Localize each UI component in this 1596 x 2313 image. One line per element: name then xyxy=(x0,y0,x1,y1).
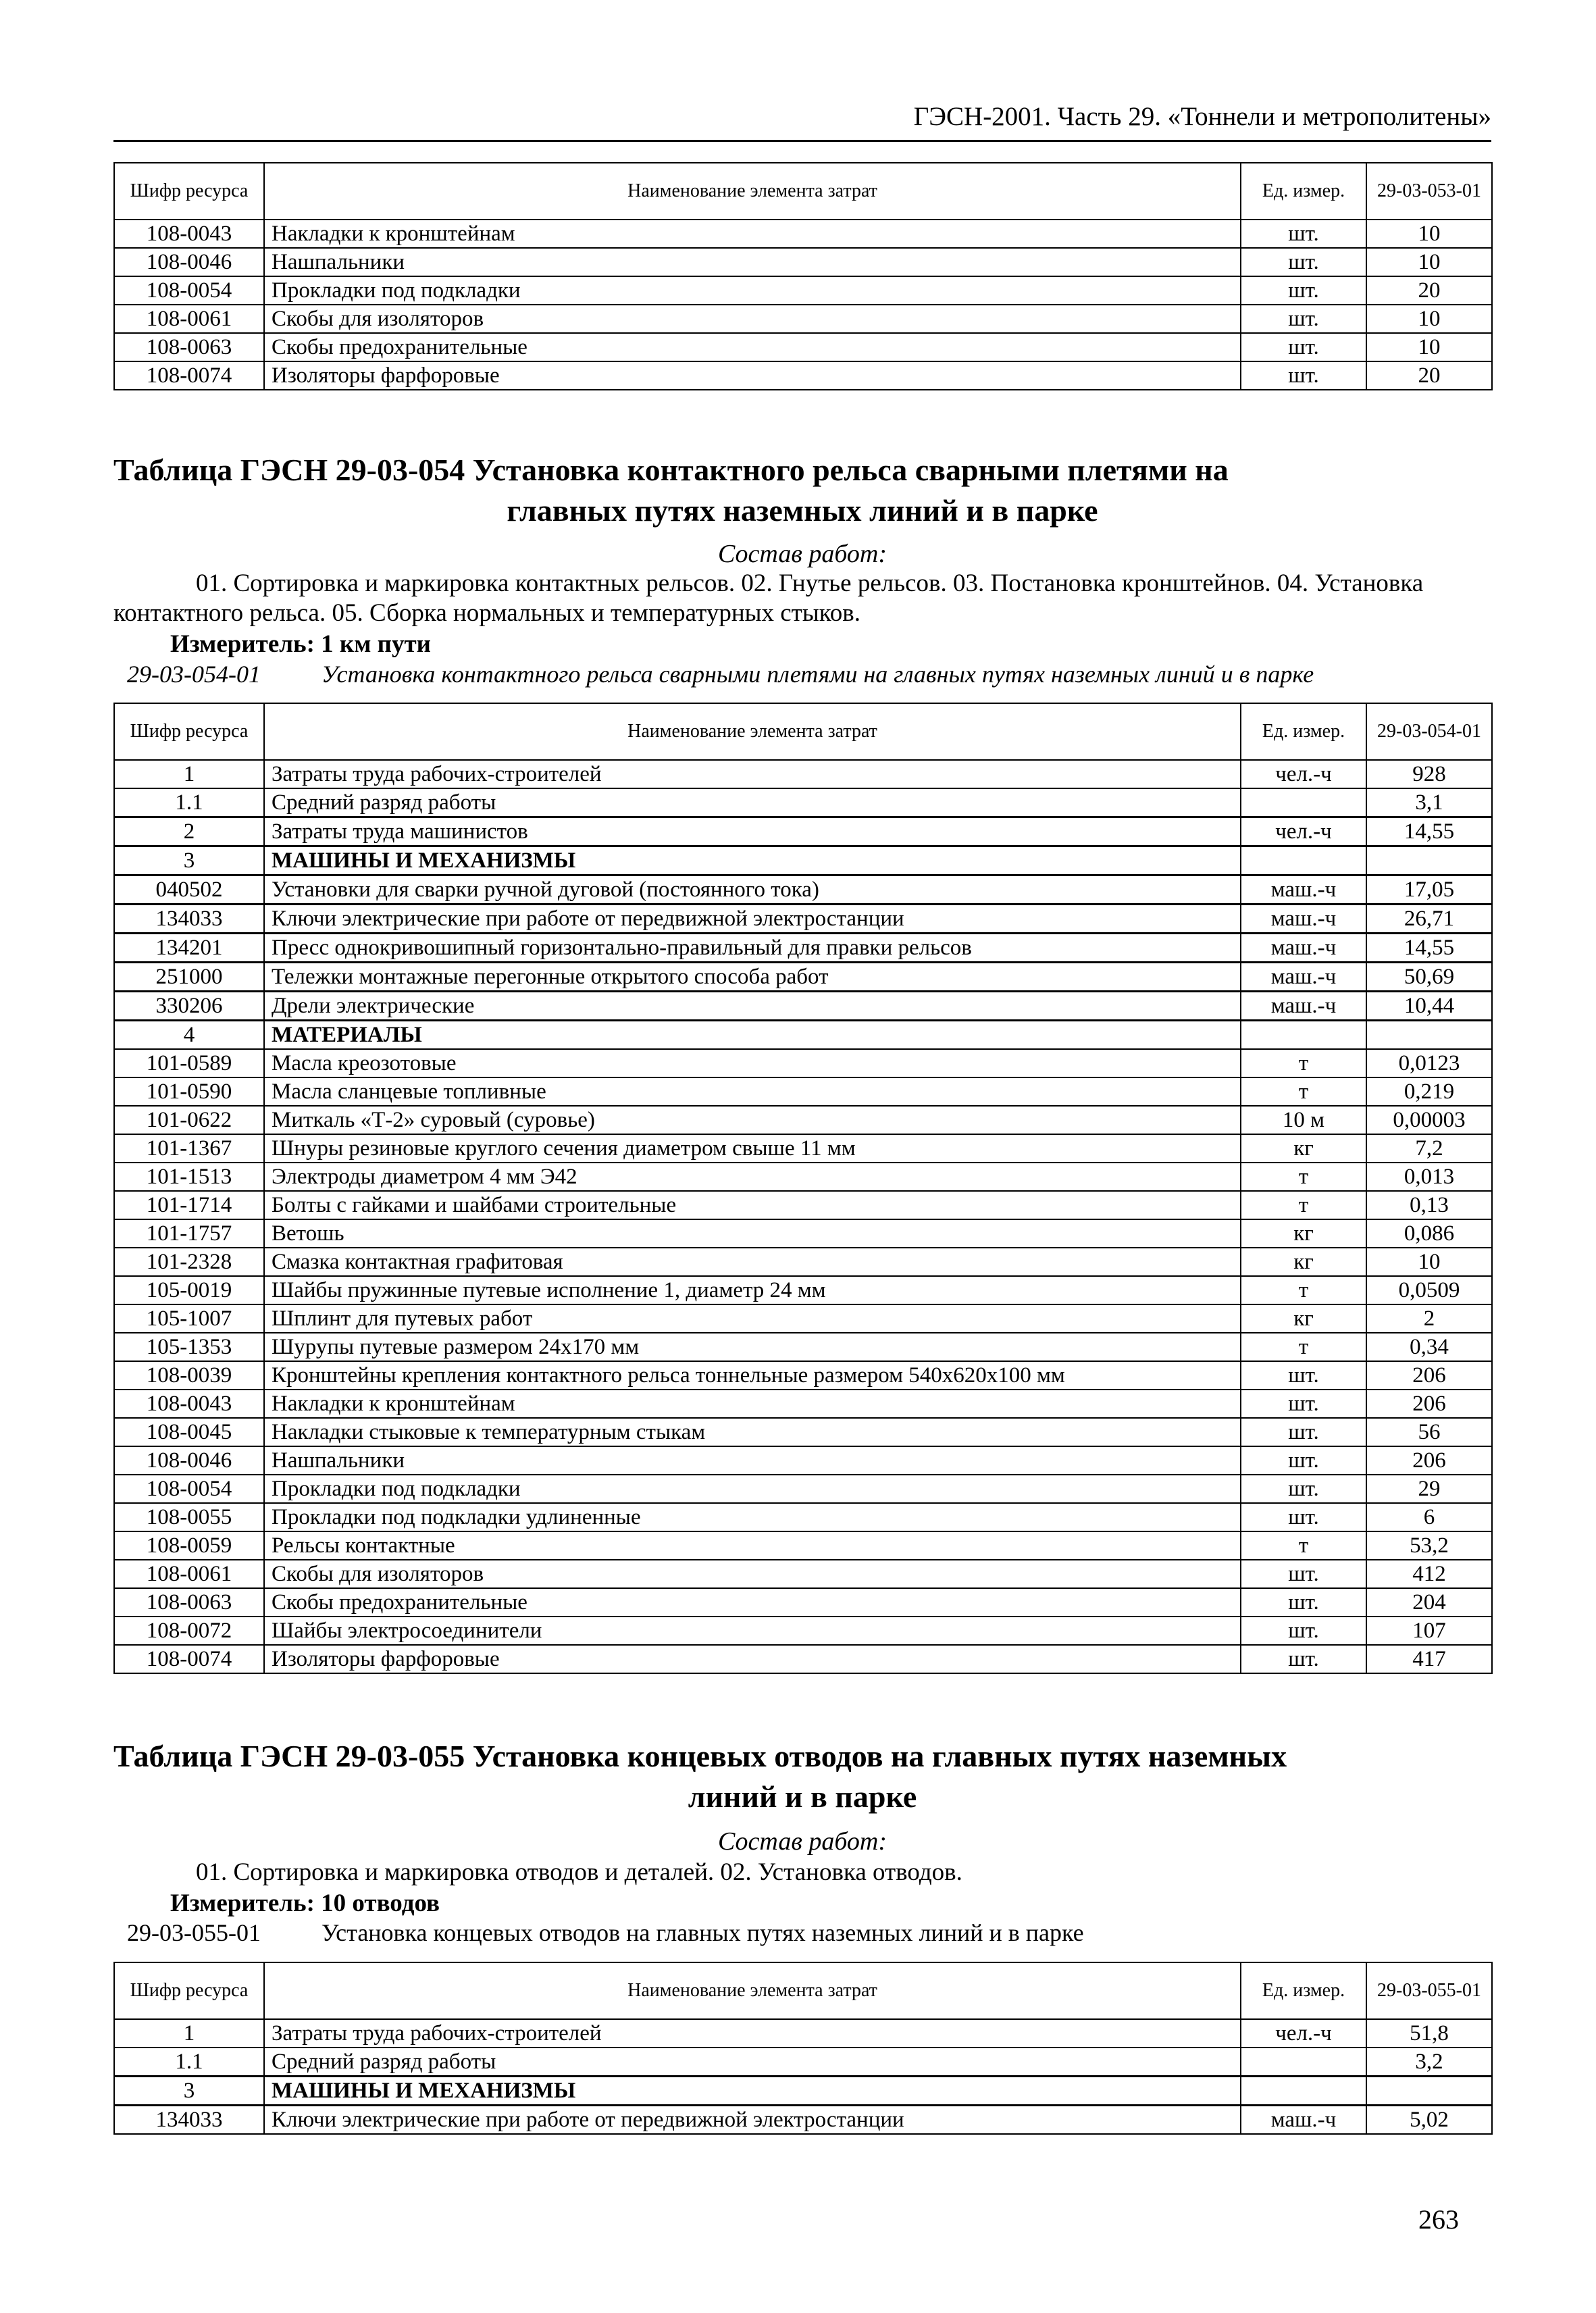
cell-value: 10 xyxy=(1366,248,1492,276)
cell-code: 3 xyxy=(114,2077,264,2106)
table-row xyxy=(114,1248,1492,1276)
cell-code: 101-2328 xyxy=(114,1248,264,1276)
cell-code: 101-1714 xyxy=(114,1191,264,1219)
table-054-sub-code: 29-03-054-01 xyxy=(127,661,261,688)
cell-value: 17,05 xyxy=(1366,875,1492,905)
table-row xyxy=(114,220,1492,248)
cell-code: 108-0059 xyxy=(114,1531,264,1560)
col-header-norm: 29-03-054-01 xyxy=(1366,703,1492,760)
cell-code: 1.1 xyxy=(114,2048,264,2077)
cell-code: 1 xyxy=(114,2019,264,2048)
table-054-subtable-caption xyxy=(127,660,1491,688)
table-054-title-line1: Таблица ГЭСН 29-03-054 Установка контактного рельса сварными плетями на xyxy=(113,453,1229,487)
col-header-code: Шифр ресурса xyxy=(114,1962,264,2019)
table-row xyxy=(114,1219,1492,1248)
table-row xyxy=(114,1049,1492,1077)
col-header-unit: Ед. измер. xyxy=(1241,163,1366,220)
cell-value: 0,0123 xyxy=(1366,1049,1492,1077)
cell-value: 0,00003 xyxy=(1366,1106,1492,1134)
header-rule xyxy=(113,140,1491,142)
cell-value: 928 xyxy=(1366,760,1492,788)
cell-unit: маш.-ч xyxy=(1241,2106,1366,2135)
cell-code: 108-0061 xyxy=(114,305,264,333)
cell-value: 417 xyxy=(1366,1645,1492,1673)
cell-code: 101-0590 xyxy=(114,1077,264,1106)
cell-unit: 10 м xyxy=(1241,1106,1366,1134)
cell-unit: маш.-ч xyxy=(1241,875,1366,905)
cell-code: 108-0063 xyxy=(114,333,264,361)
col-header-name: Наименование элемента затрат xyxy=(264,703,1241,760)
page-number: 263 xyxy=(1418,2204,1459,2235)
cell-unit: шт. xyxy=(1241,1475,1366,1503)
cell-name: МАШИНЫ И МЕХАНИЗМЫ xyxy=(264,846,1241,875)
table-055-sub-name: Установка концевых отводов на главных путях наземных линий и в парке xyxy=(321,1919,1084,1946)
cell-unit: т xyxy=(1241,1163,1366,1191)
cell-unit: шт. xyxy=(1241,1361,1366,1390)
cell-name: Ключи электрические при работе от передвижной электростанции xyxy=(264,2106,1241,2135)
table-row xyxy=(114,1645,1492,1673)
cell-code: 108-0043 xyxy=(114,220,264,248)
cell-unit: чел.-ч xyxy=(1241,760,1366,788)
cell-value: 20 xyxy=(1366,276,1492,305)
resource-table-053 xyxy=(113,162,1493,390)
table-row xyxy=(114,305,1492,333)
table-row xyxy=(114,1163,1492,1191)
table-row xyxy=(114,1106,1492,1134)
table-row xyxy=(114,1446,1492,1475)
table-row xyxy=(114,1588,1492,1617)
cell-value: 0,13 xyxy=(1366,1191,1492,1219)
cell-name: Скобы для изоляторов xyxy=(264,1560,1241,1588)
cell-code: 040502 xyxy=(114,875,264,905)
cell-unit: т xyxy=(1241,1531,1366,1560)
cell-code: 108-0074 xyxy=(114,1645,264,1673)
table-header-row xyxy=(114,163,1492,220)
table-row xyxy=(114,1531,1492,1560)
cell-code: 105-1007 xyxy=(114,1304,264,1333)
cell-unit: шт. xyxy=(1241,361,1366,390)
cell-value: 2 xyxy=(1366,1304,1492,1333)
cell-value: 7,2 xyxy=(1366,1134,1492,1163)
table-row xyxy=(114,934,1492,963)
cell-code: 330206 xyxy=(114,992,264,1021)
cell-value: 14,55 xyxy=(1366,934,1492,963)
cell-value: 10 xyxy=(1366,305,1492,333)
table-row xyxy=(114,1276,1492,1304)
cell-code: 105-1353 xyxy=(114,1333,264,1361)
cell-name: Накладки стыковые к температурным стыкам xyxy=(264,1418,1241,1446)
table-header-row xyxy=(114,1962,1492,2019)
cell-unit xyxy=(1241,2048,1366,2077)
cell-code: 101-0589 xyxy=(114,1049,264,1077)
cell-code: 134201 xyxy=(114,934,264,963)
cell-name: Прокладки под подкладки xyxy=(264,276,1241,305)
cell-unit: шт. xyxy=(1241,276,1366,305)
cell-code: 3 xyxy=(114,846,264,875)
cell-unit: шт. xyxy=(1241,1446,1366,1475)
cell-code: 108-0061 xyxy=(114,1560,264,1588)
table-row xyxy=(114,2077,1492,2106)
table-row xyxy=(114,1021,1492,1050)
cell-name: Средний разряд работы xyxy=(264,2048,1241,2077)
table-055-title-line1: Таблица ГЭСН 29-03-055 Установка концевых отводов на главных путях наземных xyxy=(113,1739,1287,1773)
cell-code: 108-0046 xyxy=(114,248,264,276)
cell-name: Накладки к кронштейнам xyxy=(264,220,1241,248)
cell-name: Нашпальники xyxy=(264,248,1241,276)
cell-value: 20 xyxy=(1366,361,1492,390)
cell-name: Скобы для изоляторов xyxy=(264,305,1241,333)
cell-unit: маш.-ч xyxy=(1241,963,1366,992)
cell-name: Скобы предохранительные xyxy=(264,1588,1241,1617)
table-row xyxy=(114,1304,1492,1333)
running-head: ГЭСН-2001. Часть 29. «Тоннели и метрополитены» xyxy=(913,102,1491,131)
cell-unit: чел.-ч xyxy=(1241,817,1366,846)
cell-value: 0,34 xyxy=(1366,1333,1492,1361)
cell-value: 10 xyxy=(1366,220,1492,248)
table-055-meter: Измеритель: 10 отводов xyxy=(170,1889,440,1917)
cell-unit: кг xyxy=(1241,1248,1366,1276)
cell-value: 6 xyxy=(1366,1503,1492,1531)
cell-value: 29 xyxy=(1366,1475,1492,1503)
cell-value: 51,8 xyxy=(1366,2019,1492,2048)
cell-value: 10,44 xyxy=(1366,992,1492,1021)
cell-value: 0,219 xyxy=(1366,1077,1492,1106)
table-054-meter: Измеритель: 1 км пути xyxy=(170,630,431,658)
cell-unit: маш.-ч xyxy=(1241,934,1366,963)
cell-unit: шт. xyxy=(1241,1645,1366,1673)
table-row xyxy=(114,992,1492,1021)
table-055-composition-text: 01. Сортировка и маркировка отводов и деталей. 02. Установка отводов. xyxy=(196,1858,962,1886)
table-row xyxy=(114,2106,1492,2135)
cell-unit xyxy=(1241,788,1366,817)
table-row xyxy=(114,1191,1492,1219)
cell-value: 412 xyxy=(1366,1560,1492,1588)
cell-code: 108-0054 xyxy=(114,1475,264,1503)
cell-value: 3,1 xyxy=(1366,788,1492,817)
cell-name: Масла креозотовые xyxy=(264,1049,1241,1077)
cell-unit: маш.-ч xyxy=(1241,992,1366,1021)
col-header-norm: 29-03-053-01 xyxy=(1366,163,1492,220)
cell-name: Ключи электрические при работе от передвижной электростанции xyxy=(264,905,1241,934)
cell-unit: шт. xyxy=(1241,305,1366,333)
cell-unit: шт. xyxy=(1241,1503,1366,1531)
table-055-composition-heading: Состав работ: xyxy=(717,1827,887,1856)
table-row xyxy=(114,1475,1492,1503)
cell-code: 134033 xyxy=(114,2106,264,2135)
cell-unit: шт. xyxy=(1241,1418,1366,1446)
cell-name: Затраты труда машинистов xyxy=(264,817,1241,846)
cell-unit: кг xyxy=(1241,1219,1366,1248)
table-row xyxy=(114,1617,1492,1645)
cell-code: 108-0043 xyxy=(114,1390,264,1418)
cell-value: 0,0509 xyxy=(1366,1276,1492,1304)
table-row xyxy=(114,1361,1492,1390)
resource-table-054 xyxy=(113,703,1493,1674)
cell-code: 251000 xyxy=(114,963,264,992)
cell-name: Изоляторы фарфоровые xyxy=(264,361,1241,390)
col-header-name: Наименование элемента затрат xyxy=(264,1962,1241,2019)
table-row xyxy=(114,1134,1492,1163)
resource-table-055 xyxy=(113,1962,1493,2135)
table-054-composition-text: 01. Сортировка и маркировка контактных рельсов. 02. Гнутье рельсов. 03. Постановка кронштейнов. 04. Установка контактного рельса. 05. Сборка нормальных и температурных стыков. xyxy=(113,569,1424,627)
cell-unit: кг xyxy=(1241,1304,1366,1333)
table-row xyxy=(114,248,1492,276)
cell-code: 101-1513 xyxy=(114,1163,264,1191)
cell-name: Миткаль «Т-2» суровый (суровье) xyxy=(264,1106,1241,1134)
cell-code: 108-0063 xyxy=(114,1588,264,1617)
cell-name: Накладки к кронштейнам xyxy=(264,1390,1241,1418)
cell-value: 206 xyxy=(1366,1446,1492,1475)
table-row xyxy=(114,2048,1492,2077)
table-row xyxy=(114,2019,1492,2048)
cell-name: Пресс однокривошипный горизонтально-правильный для правки рельсов xyxy=(264,934,1241,963)
table-row xyxy=(114,1333,1492,1361)
cell-name: Кронштейны крепления контактного рельса тоннельные размером 540x620x100 мм xyxy=(264,1361,1241,1390)
table-row xyxy=(114,361,1492,390)
cell-name: МАШИНЫ И МЕХАНИЗМЫ xyxy=(264,2077,1241,2106)
cell-name: Шурупы путевые размером 24x170 мм xyxy=(264,1333,1241,1361)
cell-name: Изоляторы фарфоровые xyxy=(264,1645,1241,1673)
cell-name: Рельсы контактные xyxy=(264,1531,1241,1560)
table-054-title xyxy=(113,450,1491,531)
cell-unit: т xyxy=(1241,1191,1366,1219)
cell-name: Средний разряд работы xyxy=(264,788,1241,817)
table-row xyxy=(114,817,1492,846)
table-row xyxy=(114,963,1492,992)
col-header-unit: Ед. измер. xyxy=(1241,1962,1366,2019)
cell-unit: шт. xyxy=(1241,1390,1366,1418)
cell-code: 2 xyxy=(114,817,264,846)
cell-value: 10 xyxy=(1366,1248,1492,1276)
cell-name: Затраты труда рабочих-строителей xyxy=(264,760,1241,788)
table-row xyxy=(114,875,1492,905)
table-header-row xyxy=(114,703,1492,760)
col-header-unit: Ед. измер. xyxy=(1241,703,1366,760)
cell-unit: шт. xyxy=(1241,333,1366,361)
cell-unit: т xyxy=(1241,1333,1366,1361)
cell-value: 204 xyxy=(1366,1588,1492,1617)
cell-value: 56 xyxy=(1366,1418,1492,1446)
cell-value xyxy=(1366,1021,1492,1050)
cell-unit: маш.-ч xyxy=(1241,905,1366,934)
cell-unit: чел.-ч xyxy=(1241,2019,1366,2048)
cell-unit: шт. xyxy=(1241,1588,1366,1617)
table-055-title-line2: линий и в парке xyxy=(688,1779,917,1814)
cell-unit xyxy=(1241,1021,1366,1050)
cell-unit: т xyxy=(1241,1049,1366,1077)
table-row xyxy=(114,1503,1492,1531)
table-row xyxy=(114,1560,1492,1588)
cell-name: Тележки монтажные перегонные открытого способа работ xyxy=(264,963,1241,992)
cell-name: Ветошь xyxy=(264,1219,1241,1248)
cell-code: 101-1757 xyxy=(114,1219,264,1248)
cell-unit: шт. xyxy=(1241,1617,1366,1645)
cell-code: 108-0054 xyxy=(114,276,264,305)
cell-value: 14,55 xyxy=(1366,817,1492,846)
cell-unit: шт. xyxy=(1241,248,1366,276)
cell-code: 1.1 xyxy=(114,788,264,817)
table-055-sub-code: 29-03-055-01 xyxy=(127,1919,261,1946)
cell-value: 107 xyxy=(1366,1617,1492,1645)
cell-name: Шайбы пружинные путевые исполнение 1, диаметр 24 мм xyxy=(264,1276,1241,1304)
cell-code: 101-0622 xyxy=(114,1106,264,1134)
cell-name: Электроды диаметром 4 мм Э42 xyxy=(264,1163,1241,1191)
cell-value: 10 xyxy=(1366,333,1492,361)
cell-name: Затраты труда рабочих-строителей xyxy=(264,2019,1241,2048)
cell-unit: т xyxy=(1241,1276,1366,1304)
cell-value: 0,013 xyxy=(1366,1163,1492,1191)
table-row xyxy=(114,760,1492,788)
cell-value: 50,69 xyxy=(1366,963,1492,992)
table-row xyxy=(114,846,1492,875)
cell-name: Скобы предохранительные xyxy=(264,333,1241,361)
cell-name: Шайбы электросоединители xyxy=(264,1617,1241,1645)
table-054-sub-name: Установка контактного рельса сварными плетями на главных путях наземных линий и в парке xyxy=(321,661,1314,688)
cell-value: 206 xyxy=(1366,1361,1492,1390)
cell-value: 5,02 xyxy=(1366,2106,1492,2135)
cell-code: 108-0045 xyxy=(114,1418,264,1446)
cell-unit: кг xyxy=(1241,1134,1366,1163)
cell-name: Дрели электрические xyxy=(264,992,1241,1021)
table-row xyxy=(114,1390,1492,1418)
cell-name: Прокладки под подкладки xyxy=(264,1475,1241,1503)
cell-value: 3,2 xyxy=(1366,2048,1492,2077)
table-row xyxy=(114,905,1492,934)
cell-name: Болты с гайками и шайбами строительные xyxy=(264,1191,1241,1219)
cell-code: 108-0039 xyxy=(114,1361,264,1390)
table-row xyxy=(114,333,1492,361)
cell-value: 206 xyxy=(1366,1390,1492,1418)
table-row xyxy=(114,788,1492,817)
cell-unit: шт. xyxy=(1241,220,1366,248)
cell-unit xyxy=(1241,2077,1366,2106)
cell-name: МАТЕРИАЛЫ xyxy=(264,1021,1241,1050)
cell-code: 4 xyxy=(114,1021,264,1050)
cell-value xyxy=(1366,2077,1492,2106)
cell-value: 53,2 xyxy=(1366,1531,1492,1560)
cell-name: Нашпальники xyxy=(264,1446,1241,1475)
cell-code: 105-0019 xyxy=(114,1276,264,1304)
cell-name: Смазка контактная графитовая xyxy=(264,1248,1241,1276)
cell-code: 134033 xyxy=(114,905,264,934)
cell-code: 108-0046 xyxy=(114,1446,264,1475)
cell-code: 101-1367 xyxy=(114,1134,264,1163)
cell-code: 1 xyxy=(114,760,264,788)
cell-code: 108-0074 xyxy=(114,361,264,390)
col-header-norm: 29-03-055-01 xyxy=(1366,1962,1492,2019)
table-054-composition-heading: Состав работ: xyxy=(717,540,887,568)
cell-unit: т xyxy=(1241,1077,1366,1106)
cell-code: 108-0072 xyxy=(114,1617,264,1645)
cell-name: Шплинт для путевых работ xyxy=(264,1304,1241,1333)
table-row xyxy=(114,1418,1492,1446)
cell-name: Установки для сварки ручной дуговой (постоянного тока) xyxy=(264,875,1241,905)
cell-value xyxy=(1366,846,1492,875)
col-header-code: Шифр ресурса xyxy=(114,163,264,220)
cell-value: 0,086 xyxy=(1366,1219,1492,1248)
table-055-title xyxy=(113,1736,1491,1817)
table-row xyxy=(114,1077,1492,1106)
table-054-title-line2: главных путях наземных линий и в парке xyxy=(507,493,1098,528)
table-row xyxy=(114,276,1492,305)
cell-name: Шнуры резиновые круглого сечения диаметром свыше 11 мм xyxy=(264,1134,1241,1163)
cell-unit xyxy=(1241,846,1366,875)
cell-unit: шт. xyxy=(1241,1560,1366,1588)
cell-code: 108-0055 xyxy=(114,1503,264,1531)
table-055-subtable-caption xyxy=(127,1918,1491,1947)
cell-name: Масла сланцевые топливные xyxy=(264,1077,1241,1106)
col-header-code: Шифр ресурса xyxy=(114,703,264,760)
cell-value: 26,71 xyxy=(1366,905,1492,934)
cell-name: Прокладки под подкладки удлиненные xyxy=(264,1503,1241,1531)
col-header-name: Наименование элемента затрат xyxy=(264,163,1241,220)
